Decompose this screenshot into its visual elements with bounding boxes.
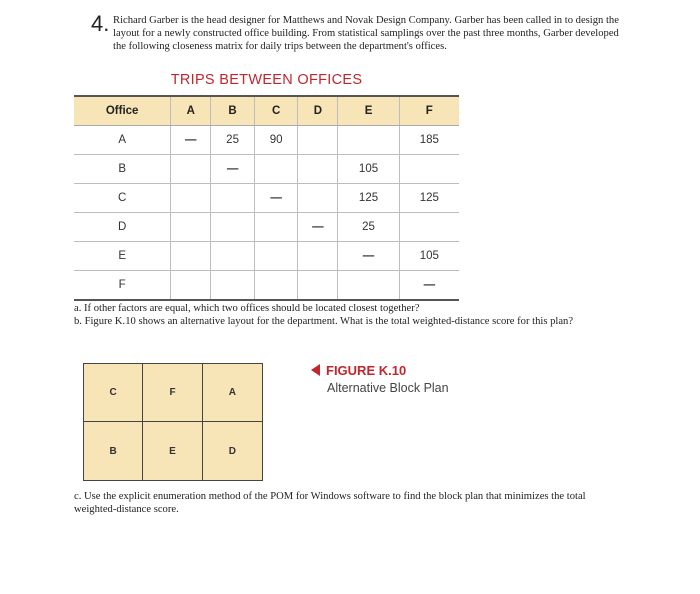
table-cell [298,126,338,155]
figure-caption [311,362,449,395]
table-cell [211,271,255,301]
row-label: A [74,126,171,155]
block-plan-figure [83,363,263,481]
table-cell [211,242,255,271]
caret-left-icon [311,364,320,376]
table-cell: 105 [399,242,459,271]
row-label: C [74,184,171,213]
table-cell [171,155,211,184]
table-cell: 125 [399,184,459,213]
table-row [74,126,459,155]
table-row [74,155,459,184]
block-cell: B [84,422,143,480]
table-header-row [74,96,459,126]
table-row [74,271,459,301]
table-cell [254,213,298,242]
table-cell [254,155,298,184]
table-cell: — [211,155,255,184]
table-cell [171,271,211,301]
table-cell: 25 [338,213,399,242]
block-cell: F [143,364,202,422]
table-cell [399,155,459,184]
table-cell [298,242,338,271]
table-cell [171,184,211,213]
problem-text: Richard Garber is the head designer for Matthews and Novak Design Company. Garber has been called in to design the layout for a newly constructed office building. From statistical samplings over the past three months, Garber developed the following closeness matrix for daily trips between the department's offices. [113,15,619,52]
figure-title: FIGURE K.10 [326,363,407,378]
table-cell [298,184,338,213]
question-a: a. If other factors are equal, which two offices should be located closest together? [74,303,420,314]
header-f: F [399,96,459,126]
table-cell [298,155,338,184]
figure-subtitle: Alternative Block Plan [327,381,449,395]
table-cell [171,242,211,271]
table-cell: 25 [211,126,255,155]
block-cell: E [143,422,202,480]
table-cell: 105 [338,155,399,184]
question-b: b. Figure K.10 shows an alternative layout for the department. What is the total weighted-distance score for this plan? [74,316,574,327]
questions-ab [74,302,614,328]
table-row [74,242,459,271]
table-cell [254,242,298,271]
question-c: c. Use the explicit enumeration method of the POM for Windows software to find the block plan that minimizes the total weighted-distance score. [74,491,586,515]
table-cell: 90 [254,126,298,155]
table-cell [211,184,255,213]
block-cell: D [228,445,236,457]
table-cell: — [338,242,399,271]
header-office: Office [74,96,171,126]
table-cell: 125 [338,184,399,213]
table-cell [338,271,399,301]
row-label: D [74,213,171,242]
header-e: E [338,96,399,126]
table-cell [399,213,459,242]
table-cell: — [254,184,298,213]
table-cell [338,126,399,155]
table-cell: — [399,271,459,301]
table-cell [171,213,211,242]
table-cell [211,213,255,242]
problem-number: 4. [91,11,110,36]
row-label: F [74,271,171,301]
problem-statement [91,11,623,53]
row-label: B [74,155,171,184]
row-label: E [74,242,171,271]
table-cell: 185 [399,126,459,155]
table-cell: — [171,126,211,155]
header-a: A [171,96,211,126]
question-c-block [74,490,614,516]
block-cell: C [84,364,143,422]
trips-table [74,95,459,301]
table-cell: — [298,213,338,242]
table-row [74,213,459,242]
header-c: C [254,96,298,126]
table-title: TRIPS BETWEEN OFFICES [170,72,363,88]
table-row [74,184,459,213]
header-b: B [211,96,255,126]
block-cell: A [203,364,262,422]
table-cell [254,271,298,301]
header-d: D [298,96,338,126]
table-cell [298,271,338,301]
